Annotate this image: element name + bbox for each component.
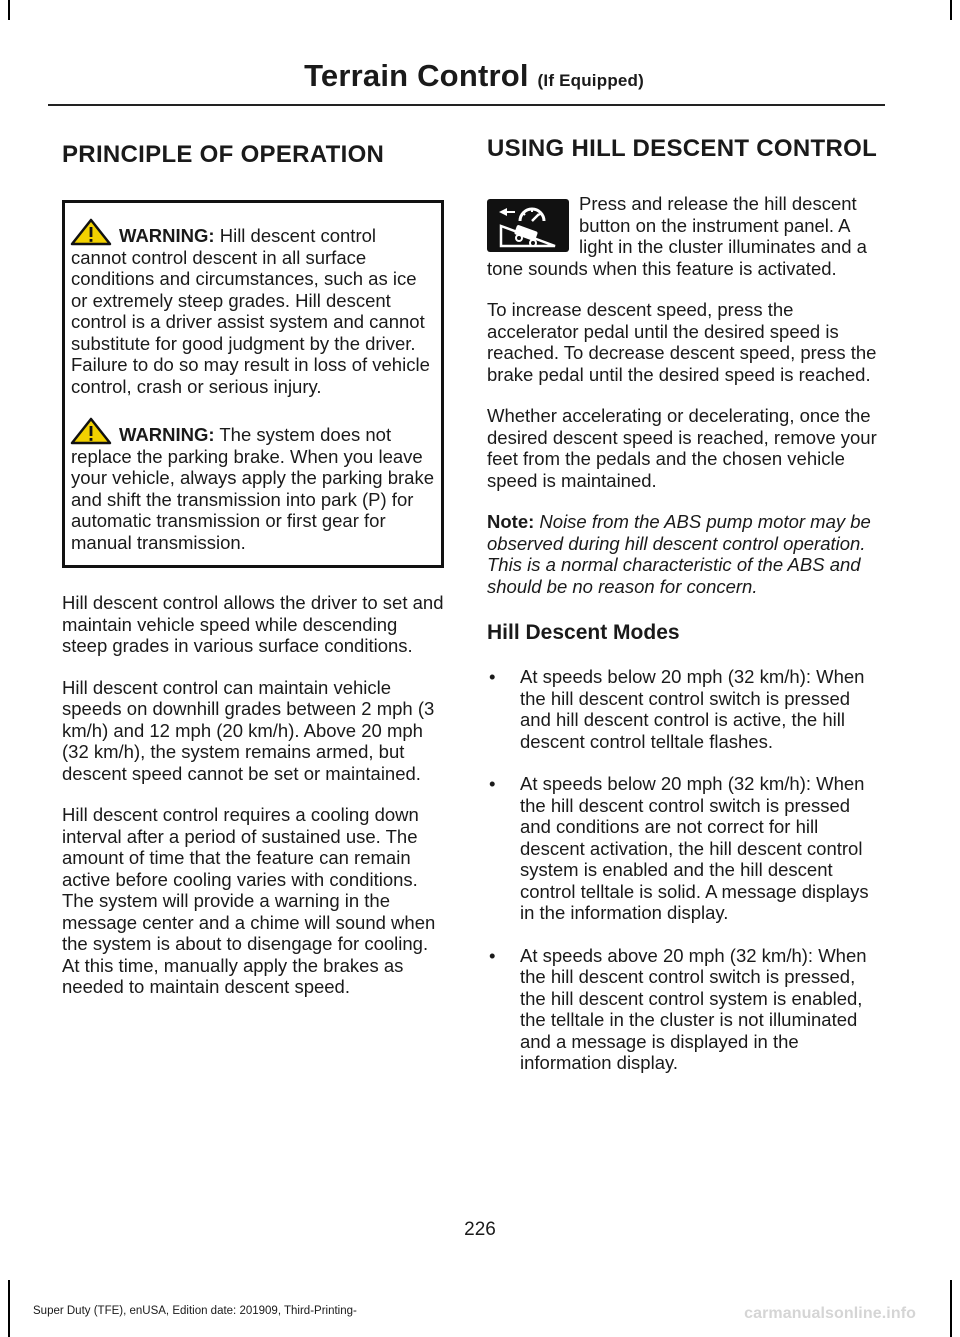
list-item-text: At speeds below 20 mph (32 km/h): When the hill descent control switch is pressed and conditions are not correct for hill descent activation, the hill descent control system is enabled and the hill descent control telltale is solid. A message displays in the information display. — [520, 773, 869, 923]
body-paragraph: Hill descent control allows the driver to set and maintain vehicle speed while descending steep grades in various surface conditions. — [62, 592, 444, 657]
warning-paragraph — [71, 417, 435, 553]
list-item-text: At speeds below 20 mph (32 km/h): When the hill descent control switch is pressed and hill descent control is active, the hill descent control telltale flashes. — [520, 666, 865, 752]
page-header — [304, 58, 644, 94]
section-heading-using: USING HILL DESCENT CONTROL — [487, 135, 878, 162]
footer-edition: Super Duty (TFE), enUSA, Edition date: 201909, Third-Printing- — [33, 1305, 357, 1317]
warning-label: WARNING: — [119, 225, 215, 247]
body-paragraph: Hill descent control can maintain vehicle speeds on downhill grades between 2 mph (3 km/h) and 12 mph (20 km/h). Above 20 mph (32 km/h), the system remains armed, but descent speed cannot be set or maintained. — [62, 676, 435, 784]
modes-list — [487, 666, 880, 1074]
note-paragraph — [487, 511, 880, 597]
crop-mark-top-right — [950, 0, 952, 20]
intro-paragraph: Press and release the hill descent button on the instrument panel. A light in the cluster illuminates and a tone sounds when this feature is activated. — [487, 193, 867, 279]
warning-triangle-icon — [69, 218, 119, 246]
body-paragraph: Hill descent control requires a cooling down interval after a period of sustained use. The amount of time that the feature can remain active before cooling varies with conditions. The system will provide a warning in the message center and a chime will sound when the system is about to disengage for cooling. At this time, manually apply the brakes as needed to maintain descent speed. — [62, 804, 436, 998]
warning-paragraph — [71, 218, 435, 397]
page-number: 226 — [464, 1219, 496, 1240]
warning-label: WARNING: — [119, 424, 215, 446]
list-item — [487, 666, 880, 752]
header-rule — [48, 104, 885, 106]
header-title: Terrain Control — [304, 58, 529, 93]
body-paragraph: To increase descent speed, press the accelerator pedal until the desired speed is reached. To decrease descent speed, press the brake pedal until the desired speed is reached. — [487, 299, 877, 385]
list-item-text: At speeds above 20 mph (32 km/h): When the hill descent control switch is pressed, the hill descent control system is enabled, the telltale in the cluster is not illuminated and a message is displayed in the information display. — [520, 944, 867, 1073]
crop-mark-bottom-right — [950, 1280, 952, 1337]
bullet-icon: • — [489, 666, 496, 687]
bullet-icon: • — [489, 944, 496, 966]
section-heading-principle: PRINCIPLE OF OPERATION — [62, 141, 385, 168]
list-item — [487, 945, 880, 1074]
left-column — [62, 140, 446, 998]
note-label: Note: — [487, 511, 535, 532]
list-item — [487, 773, 880, 924]
subsection-heading-modes: Hill Descent Modes — [487, 621, 680, 644]
right-column — [487, 135, 880, 1074]
warning-text: Hill descent control cannot control descent in all surface conditions and circumstances, such as ice or extremely steep grades. Hill descent control is a driver assist system and cannot substitute for good judgment by the driver. Failure to do so may result in loss of vehicle control, crash or serious injury. — [71, 225, 430, 397]
hill-descent-intro — [487, 193, 880, 279]
crop-mark-top-left — [8, 0, 10, 20]
warning-box — [62, 200, 444, 568]
crop-mark-bottom-left — [8, 1280, 10, 1337]
bullet-icon: • — [489, 773, 496, 794]
hill-descent-icon — [487, 199, 569, 252]
note-text: Noise from the ABS pump motor may be observed during hill descent control operation. This is a normal characteristic of the ABS and should be no reason for concern. — [487, 511, 871, 597]
watermark: carmanualsonline.info — [744, 1305, 916, 1322]
warning-text: The system does not replace the parking brake. When you leave your vehicle, always apply the parking brake and shift the transmission into park (P) for automatic transmission or first gear for manual transmission. — [71, 424, 434, 553]
warning-triangle-icon — [69, 417, 119, 445]
header-subtitle: (If Equipped) — [537, 71, 644, 90]
body-paragraph: Whether accelerating or decelerating, once the desired descent speed is reached, remove your feet from the pedals and the chosen vehicle speed is maintained. — [487, 405, 877, 491]
